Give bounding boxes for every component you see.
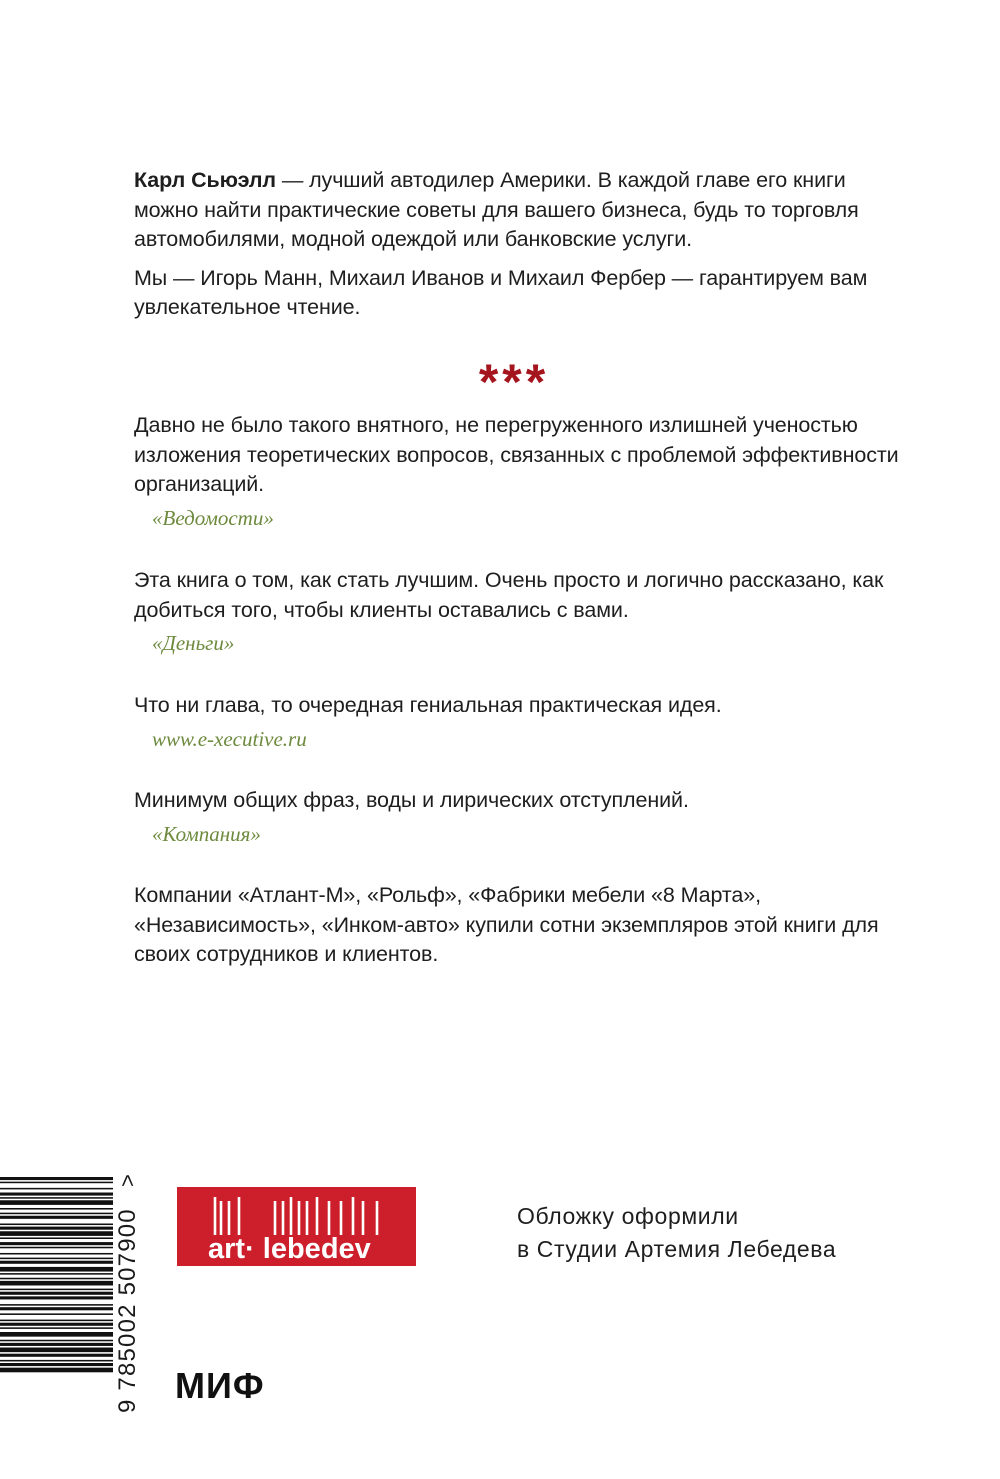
barcode-bar <box>0 1313 113 1315</box>
barcode-bar <box>0 1267 113 1272</box>
review-source: www.e-xecutive.ru <box>152 726 307 751</box>
barcode-bar <box>0 1188 113 1190</box>
barcode-bars <box>0 1177 113 1372</box>
isbn-barcode <box>0 1165 145 1420</box>
review-block <box>134 411 904 532</box>
review-quote: Что ни глава, то очередная гениальная практическая идея. <box>134 693 722 717</box>
review-block <box>134 691 904 753</box>
closing-paragraph: Компании «Атлант-М», «Рольф», «Фабрики мебели «8 Марта», «Независимость», «Инком-авто» купили сотни экземпляров этой книги для своих сотрудников и клиентов. <box>134 883 879 966</box>
barcode-bar <box>0 1307 113 1310</box>
intro-text: — лучший автодилер Америки. В каждой главе его книги можно найти практические советы для вашего бизнеса, будь то торговля автомобилями, модной одеждой или банковские услуги. <box>134 168 859 251</box>
stars-divider: *** <box>478 354 550 410</box>
barcode-bar <box>0 1348 113 1353</box>
barcode-bar <box>0 1363 113 1366</box>
review-source: «Деньги» <box>152 631 235 655</box>
barcode-bar <box>0 1197 113 1199</box>
barcode-bar <box>0 1368 113 1373</box>
barcode-bar <box>0 1292 113 1295</box>
barcode-bar <box>0 1332 113 1337</box>
barcode-bar <box>0 1231 113 1236</box>
author-name: Карл Сьюэлл <box>134 168 276 192</box>
barcode-arrow: > <box>115 1174 140 1187</box>
credit-line: Обложку оформили <box>517 1203 739 1229</box>
review-source: «Ведомости» <box>152 505 274 530</box>
credit-line: в Студии Артемия Лебедева <box>517 1236 837 1262</box>
barcode-bar <box>0 1289 113 1291</box>
barcode-bar <box>0 1261 113 1264</box>
barcode-digits: 9 785002 507900 <box>114 1208 141 1413</box>
review-quote: Давно не было такого внятного, не перегруженного излишней ученостью изложения теоретических вопросов, связанных с проблемой эффективности организаций. <box>134 413 899 496</box>
barcode-bar <box>0 1208 113 1210</box>
barcode-bar <box>0 1327 113 1329</box>
barcode-bar <box>0 1360 113 1362</box>
barcode-bar <box>0 1323 113 1326</box>
barcode-bar <box>0 1242 113 1245</box>
cover-credit <box>517 1200 917 1266</box>
closing-block <box>134 881 904 970</box>
barcode-bar <box>0 1281 113 1286</box>
barcode-bar <box>0 1278 113 1280</box>
art-lebedev-logo <box>177 1187 416 1266</box>
barcode-bar <box>0 1253 113 1255</box>
review-block <box>134 786 904 848</box>
intro-block <box>134 166 894 323</box>
barcode-bar <box>0 1343 113 1346</box>
guarantee-paragraph: Мы — Игорь Манн, Михаил Иванов и Михаил Фербер — гарантируем вам увлекательное чтение. <box>134 265 868 319</box>
barcode-bar <box>0 1296 113 1299</box>
barcode-bar <box>0 1258 113 1260</box>
barcode-bar <box>0 1340 113 1342</box>
barcode-bar <box>0 1224 113 1226</box>
publisher-logo: МИФ <box>175 1365 265 1406</box>
barcode-bar <box>0 1213 113 1215</box>
review-source: «Компания» <box>152 821 261 846</box>
barcode-bar <box>0 1193 113 1196</box>
barcode-bar <box>0 1177 113 1180</box>
barcode-bar <box>0 1320 113 1322</box>
barcode-bar <box>0 1304 113 1306</box>
review-block <box>134 566 904 657</box>
review-quote: Минимум общих фраз, воды и лирических отступлений. <box>134 788 689 812</box>
barcode-bar <box>0 1354 113 1357</box>
logo-text: art· lebedev <box>208 1233 371 1265</box>
barcode-bar <box>0 1216 113 1219</box>
barcode-bar <box>0 1237 113 1239</box>
barcode-bar <box>0 1273 113 1275</box>
barcode-bar <box>0 1247 113 1249</box>
barcode-bar <box>0 1200 113 1205</box>
review-quote: Эта книга о том, как стать лучшим. Очень просто и логично рассказано, как добиться того, чтобы клиенты оставались с вами. <box>134 568 884 622</box>
barcode-bar <box>0 1182 113 1184</box>
barcode-bar <box>0 1227 113 1230</box>
intro-paragraph <box>134 166 894 255</box>
